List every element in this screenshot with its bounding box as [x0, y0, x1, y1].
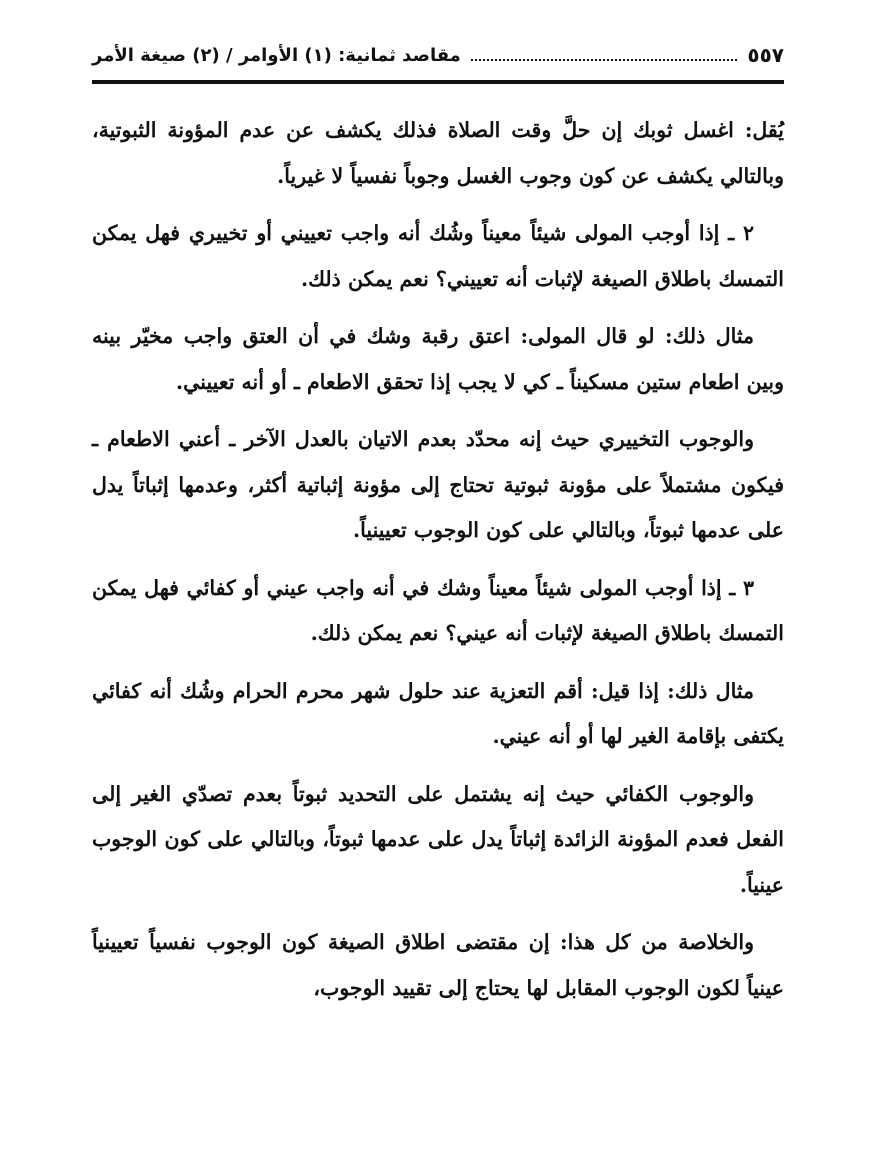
- paragraph: ٢ ـ إذا أوجب المولى شيئاً معيناً وشُك أنه واجب تعييني أو تخييري فهل يمكن التمسك باطلاق الصيغة لإثبات أنه تعييني؟ نعم يمكن ذلك.: [92, 221, 784, 291]
- header-rule: [92, 80, 784, 84]
- paragraph: مثال ذلك: إذا قيل: أقم التعزية عند حلول شهر محرم الحرام وشُك أنه كفائي يكتفى بإقامة الغير لها أو أنه عيني.: [92, 678, 784, 748]
- paragraph: مثال ذلك: لو قال المولى: اعتق رقبة وشك في أن العتق واجب مخيّر بينه وبين اطعام ستين مسكيناً ـ كي لا يجب إذا تحقق الاطعام ـ أو أنه تعييني.: [92, 324, 784, 394]
- paragraph: والخلاصة من كل هذا: إن مقتضى اطلاق الصيغة كون الوجوب نفسياً تعيينياً عينياً لكون الوجوب المقابل لها يحتاج إلى تقييد الوجوب،: [92, 930, 784, 1000]
- page-number: ٥٥٧: [747, 43, 784, 67]
- paragraph: والوجوب التخييري حيث إنه محدّد بعدم الاتيان بالعدل الآخر ـ أعني الاطعام ـ فيكون مشتملاً على مؤونة ثبوتية تحتاج إلى مؤونة إثباتية أكثر، وعدمها إثباتاً يدل على عدمها ثبوتاً، وبالتالي على كون الوجوب تعيينياً.: [92, 427, 784, 542]
- paragraph: ٣ ـ إذا أوجب المولى شيئاً معيناً وشك في أنه واجب عيني أو كفائي فهل يمكن التمسك باطلاق الصيغة لإثبات أنه عيني؟ نعم يمكن ذلك.: [92, 575, 784, 645]
- paragraph: والوجوب الكفائي حيث إنه يشتمل على التحديد ثبوتاً بعدم تصدّي الغير إلى الفعل فعدم المؤونة الزائدة إثباتاً يدل على عدمها ثبوتاً، وبالتالي على كون الوجوب عينياً.: [92, 781, 784, 897]
- running-title: مقاصد ثمانية: (١) الأوامر / (٢) صيغة الأمر: [92, 44, 461, 66]
- paragraph: يُقل: اغسل ثوبك إن حلَّ وقت الصلاة فذلك يكشف عن عدم المؤونة الثبوتية، وبالتالي يكشف عن كون وجوب الغسل وجوباً نفسياً لا غيرياً.: [92, 118, 784, 188]
- body-text: [92, 108, 784, 1023]
- running-header: [92, 38, 784, 72]
- header-leader-dots: [471, 59, 738, 61]
